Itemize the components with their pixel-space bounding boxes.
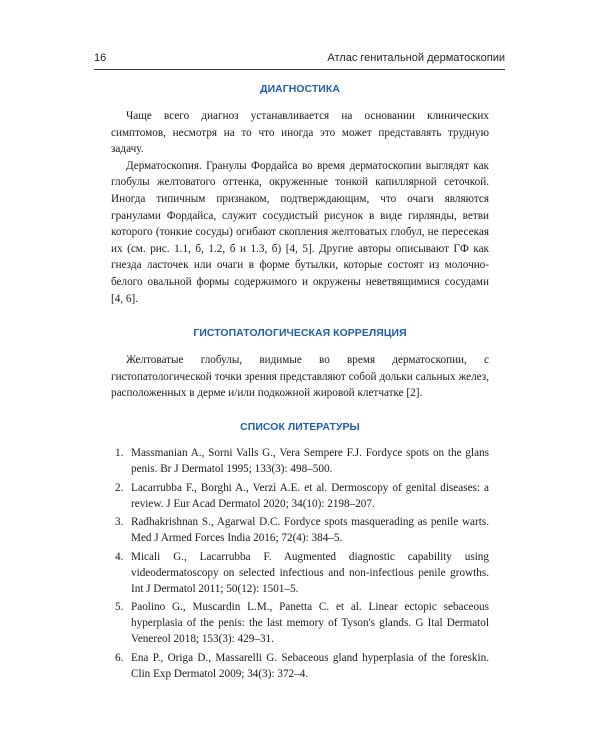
book-title: Атлас генитальной дерматоскопии xyxy=(327,52,505,64)
section-references xyxy=(111,422,489,682)
reference-item xyxy=(111,650,489,682)
section-diagnostics xyxy=(111,84,489,307)
reference-item xyxy=(111,514,489,546)
reference-item xyxy=(111,549,489,597)
reference-text: Lacarrubba F., Borghi A., Verzì A.E. et al. Dermoscopy of genital diseases: a review. J Eur Acad Dermatol 2020; 34(10): 2198–207. xyxy=(131,481,489,510)
reference-number: 4. xyxy=(115,550,124,563)
section-heading-diagnostics: ДИАГНОСТИКА xyxy=(260,84,340,95)
reference-number: 6. xyxy=(115,651,124,664)
reference-text: Radhakrishnan S., Agarwal D.C. Fordyce spots masquerading as penile warts. Med J Armed Forces India 2016; 72(4): 384–5. xyxy=(131,516,489,545)
reference-text: Massmanian A., Sorni Valls G., Vera Sempere F.J. Fordyce spots on the glans penis. Br J Dermatol 1995; 133(3): 498–500. xyxy=(131,446,489,475)
diagnostics-paragraph: Чаще всего диагноз устанавливается на основании клинических симптомов, несмотря на то что иногда это может представлять трудную задачу. xyxy=(111,110,489,156)
page-body xyxy=(111,84,489,684)
page-number: 16 xyxy=(94,52,107,64)
reference-text: Ena P., Origa D., Massarelli G. Sebaceous gland hyperplasia of the foreskin. Clin Exp Dermatol 2009; 34(3): 372–4. xyxy=(131,651,489,680)
section-histopathology xyxy=(111,328,489,402)
reference-text: Micali G., Lacarrubba F. Augmented diagnostic capability using videodermatoscopy on selected infectious and non-infectious penile growths. Int J Dermatol 2011; 50(12): 1501–5. xyxy=(131,550,489,595)
reference-item xyxy=(111,445,489,477)
header-rule xyxy=(94,69,505,70)
section-heading-histopathology: ГИСТОПАТОЛОГИЧЕСКАЯ КОРРЕЛЯЦИЯ xyxy=(193,328,407,340)
section-heading-references: СПИСОК ЛИТЕРАТУРЫ xyxy=(240,421,360,433)
diagnostics-paragraph: Дерматоскопия. Гранулы Фордайса во время дерматоскопии выглядят как глобулы желтоватого оттенка, окруженные тонкой капиллярной сеточкой. Иногда типичным признаком, подтверждающим, что очаги являются гранулами Фордайса, служит сосудистый рисунок в виде гирлянды, ветви которого (тонкие сосуды) огибают скопления желтоватых глобул, не пересекая их (см. рис. 1.1, б, 1.2, б и 1.3, б) [4, 5]. Другие авторы описывают ГФ как гнезда ласточек или очаги в форме бутылки, которые состоят из молочно-белого овальной формы содержимого и окружены неветвящимися сосудами [4, 6]. xyxy=(111,159,489,305)
reference-text: Paolino G., Muscardin L.M., Panetta C. et al. Linear ectopic sebaceous hyperplasia of the penis: the last memory of Tyson's glands. G Ital Dermatol Venereol 2018; 153(3): 429–31. xyxy=(131,601,489,646)
histopathology-paragraph: Желтоватые глобулы, видимые во время дерматоскопии, с гистопатологической точки зрения представляют собой дольки сальных желез, расположенных в дерме и/или подкожной жировой клетчатке [2]. xyxy=(111,354,489,400)
reference-item xyxy=(111,480,489,512)
reference-list xyxy=(111,445,489,682)
reference-number: 2. xyxy=(115,481,124,494)
reference-number: 1. xyxy=(115,446,124,459)
reference-item xyxy=(111,599,489,647)
reference-number: 3. xyxy=(115,516,124,529)
reference-number: 5. xyxy=(115,601,124,614)
